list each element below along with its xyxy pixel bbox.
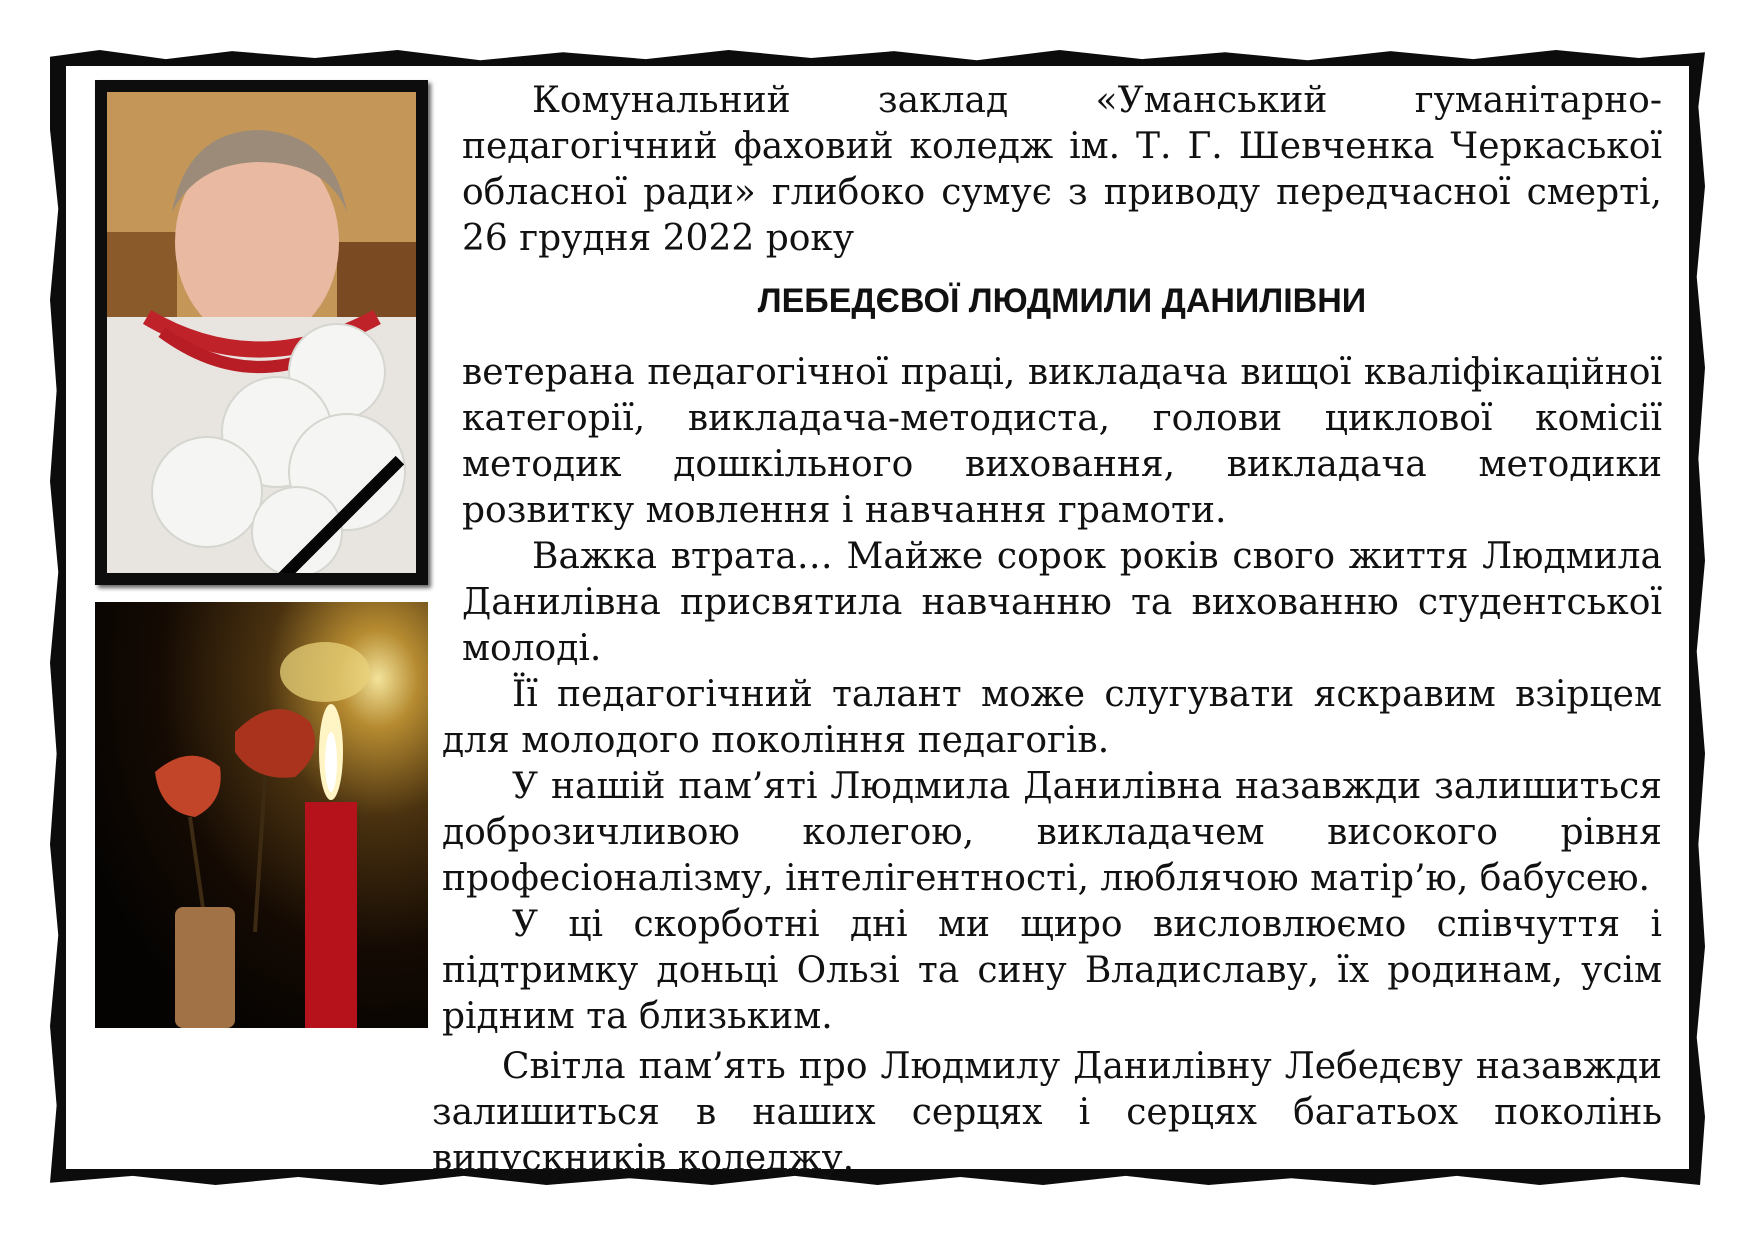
role-paragraph	[462, 350, 1662, 672]
portrait-illustration	[107, 92, 416, 573]
portrait-photo	[107, 92, 416, 573]
paragraph-3: У нашій пам’яті Людмила Данилівна назавжди залишиться доброзичливою колегою, викладачем високого рівня професіоналізму, інтелігентності, люблячою матір’ю, бабусею.	[442, 766, 1662, 899]
candle-photo	[95, 602, 428, 1028]
candle-rose-illustration	[95, 602, 428, 1028]
paragraph-1: Важка втрата… Майже сорок років свого життя Людмила Данилівна присвятила навчанню та вихованню студентської молоді.	[462, 536, 1662, 669]
paragraph-2: Її педагогічний талант може слугувати яскравим взірцем для молодого покоління педагогів.	[442, 674, 1662, 761]
closing-paragraph	[432, 1044, 1662, 1182]
paragraph-4: У ці скорботні дні ми щиро висловлюємо співчуття і підтримку доньці Ользі та сину Владиславу, їх родинам, усім рідним та близьким.	[442, 904, 1662, 1037]
tribute-paragraphs	[442, 672, 1662, 1040]
intro-paragraph	[462, 78, 1662, 262]
role-text: ветерана педагогічної праці, викладача вищої кваліфікаційної категорії, викладача-методиста, голови циклової комісії методик дошкільного виховання, викладача методики розвитку мовлення і навчання грамоти.	[462, 352, 1662, 531]
portrait-frame	[95, 80, 428, 585]
intro-text: Комунальний заклад «Уманський гуманітарно-педагогічний фаховий коледж ім. Т. Г. Шевченка Черкаської обласної ради» глибоко сумує з приводу передчасної смерті, 26 грудня 2022 року	[462, 80, 1662, 259]
closing-text: Світла пам’ять про Людмилу Данилівну Лебедєву назавжди залишиться в наших серцях і серцях багатьох поколінь випускників коледжу.	[432, 1046, 1662, 1179]
deceased-name: ЛЕБЕДЄВОЇ ЛЮДМИЛИ ДАНИЛІВНИ	[757, 282, 1367, 320]
